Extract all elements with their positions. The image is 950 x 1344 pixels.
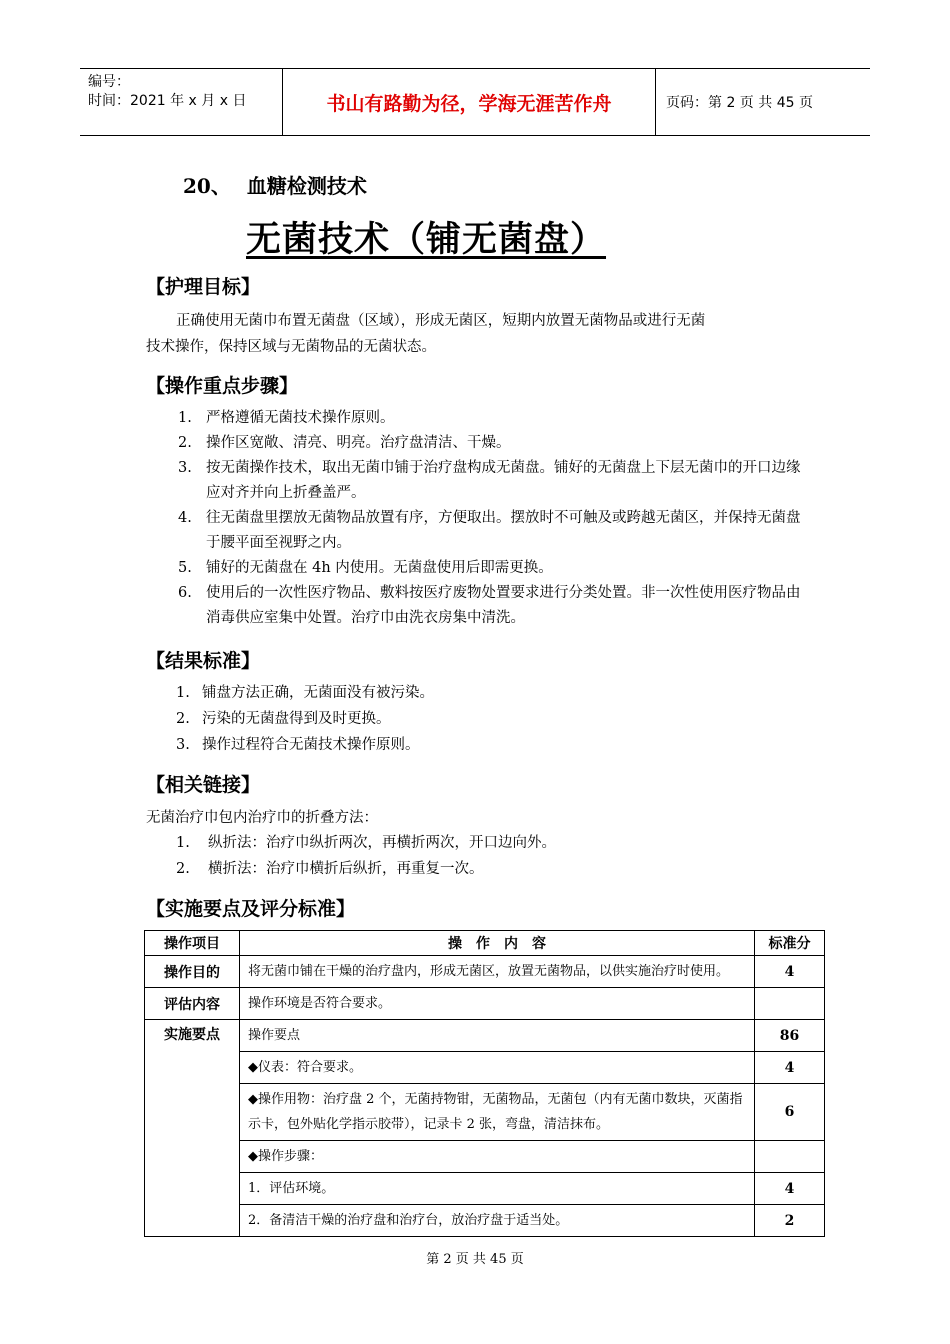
- table-header-cell: 操作项目: [145, 931, 240, 956]
- list-item: 2. 操作区宽敞、清亮、明亮。治疗盘清洁、干燥。: [178, 435, 511, 451]
- list-item: 1. 严格遵循无菌技术操作原则。: [178, 410, 395, 426]
- goal-line-2: 技术操作，保持区域与无菌物品的无菌状态。: [146, 339, 436, 355]
- date-label: 时间：2021 年 x 月 x 日: [88, 93, 247, 109]
- section-number: 20、: [183, 174, 231, 198]
- results-heading: 【结果标准】: [146, 650, 261, 672]
- table-header-row: [145, 931, 825, 956]
- key-steps-heading: 【操作重点步骤】: [146, 375, 299, 397]
- scoring-table: [144, 930, 825, 1237]
- score-cell: 4: [755, 1173, 825, 1205]
- list-item: 3. 按无菌操作技术，取出无菌巾铺于治疗盘构成无菌盘。铺好的无菌盘上下层无菌巾的开口边缘应对齐并向上折叠盖严。: [178, 460, 801, 501]
- table-header-cell: 操 作 内 容: [240, 931, 755, 956]
- table-row: [145, 1020, 825, 1052]
- main-title: 无菌技术（铺无菌盘）: [246, 220, 607, 260]
- header-motto: 书山有路勤为径，学海无涯苦作舟: [282, 69, 656, 135]
- header-meta: [80, 69, 282, 135]
- table-header-cell: 标准分: [755, 931, 825, 956]
- list-item: 4. 往无菌盘里摆放无菌物品放置有序，方便取出。摆放时不可触及或跨越无菌区，并保持无菌盘于腰平面至视野之内。: [178, 510, 801, 551]
- key-steps-list: [178, 406, 810, 631]
- scoring-heading: 【实施要点及评分标准】: [146, 898, 356, 920]
- section-title: [183, 170, 367, 199]
- content-cell: ◆操作用物：治疗盘 2 个，无菌持物钳，无菌物品，无菌包（内有无菌巾数块，灭菌指示卡，包外贴化学指示胶带），记录卡 2 张，弯盘，清洁抹布。: [240, 1084, 755, 1141]
- category-cell: 操作目的: [145, 956, 240, 988]
- list-item: 5. 铺好的无菌盘在 4h 内使用。无菌盘使用后即需更换。: [178, 560, 553, 576]
- section-name: 血糖检测技术: [246, 174, 367, 198]
- content-cell: 将无菌巾铺在干燥的治疗盘内，形成无菌区，放置无菌物品，以供实施治疗时使用。: [240, 956, 755, 988]
- category-cell: 实施要点: [145, 1020, 240, 1237]
- table-row: [145, 956, 825, 988]
- score-cell: [755, 1141, 825, 1173]
- category-cell: 评估内容: [145, 988, 240, 1020]
- list-item: 1. 纵折法：治疗巾纵折两次，再横折两次，开口边向外。: [176, 835, 556, 851]
- table-row: [145, 1141, 825, 1173]
- list-item: 3. 操作过程符合无菌技术操作原则。: [176, 737, 420, 753]
- score-cell: 86: [755, 1020, 825, 1052]
- list-item: 6. 使用后的一次性医疗物品、敷料按医疗废物处置要求进行分类处置。非一次性使用医疗物品由消毒供应室集中处置。治疗巾由洗衣房集中清洗。: [178, 585, 801, 626]
- links-intro: 无菌治疗巾包内治疗巾的折叠方法：: [146, 810, 378, 826]
- table-row: [145, 1173, 825, 1205]
- page-header: [80, 68, 870, 136]
- goal-paragraph: [146, 308, 810, 360]
- score-cell: 4: [755, 1052, 825, 1084]
- score-cell: 6: [755, 1084, 825, 1141]
- content-cell: 操作要点: [240, 1020, 755, 1052]
- score-cell: 2: [755, 1205, 825, 1237]
- content-cell: 1．评估环境。: [240, 1173, 755, 1205]
- content-cell: ◆仪表：符合要求。: [240, 1052, 755, 1084]
- table-row: [145, 1205, 825, 1237]
- score-cell: [755, 988, 825, 1020]
- list-item: 2. 横折法：治疗巾横折后纵折，再重复一次。: [176, 861, 484, 877]
- results-list: [176, 680, 796, 758]
- header-page-info: 页码：第 2 页 共 45 页: [666, 95, 813, 111]
- links-list: [176, 830, 796, 882]
- table-row: [145, 1052, 825, 1084]
- content-cell: 2．备清洁干燥的治疗盘和治疗台，放治疗盘于适当处。: [240, 1205, 755, 1237]
- content-cell: ◆操作步骤：: [240, 1141, 755, 1173]
- table-row: [145, 988, 825, 1020]
- code-label: 编号：: [88, 74, 130, 90]
- page-footer: 第 2 页 共 45 页: [426, 1252, 524, 1267]
- links-heading: 【相关链接】: [146, 774, 261, 796]
- goal-heading: 【护理目标】: [146, 276, 261, 298]
- list-item: 1. 铺盘方法正确，无菌面没有被污染。: [176, 685, 434, 701]
- list-item: 2. 污染的无菌盘得到及时更换。: [176, 711, 391, 727]
- table-row: [145, 1084, 825, 1141]
- content-cell: 操作环境是否符合要求。: [240, 988, 755, 1020]
- score-cell: 4: [755, 956, 825, 988]
- goal-line-1: 正确使用无菌巾布置无菌盘（区域），形成无菌区，短期内放置无菌物品或进行无菌: [176, 313, 706, 329]
